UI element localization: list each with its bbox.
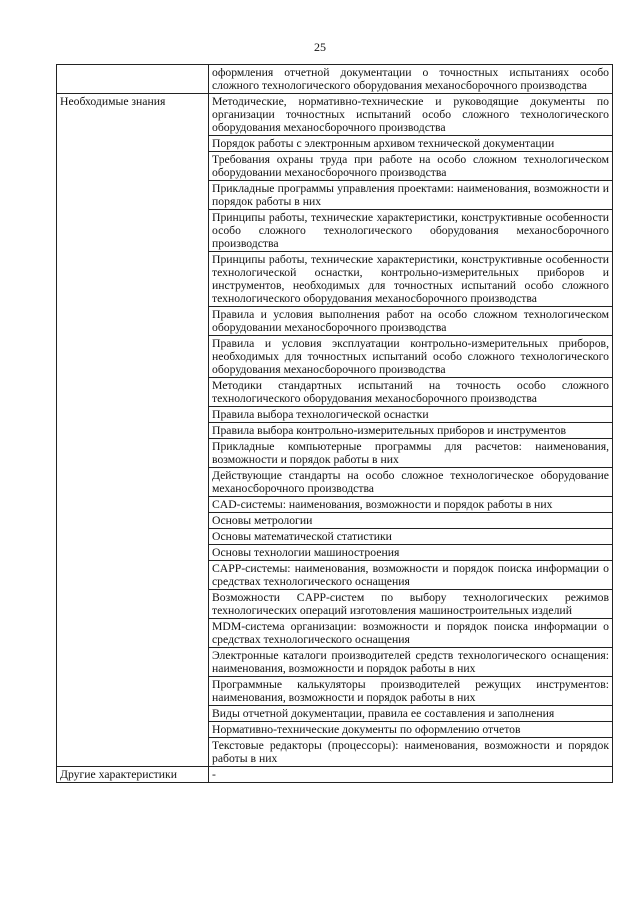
knowledge-label: Необходимые знания [57, 94, 209, 767]
knowledge-item: Правила и условия эксплуатации контрольно-измерительных приборов, необходимых для точностных испытаний особо сложного технологического оборудования механосборочного производства [209, 336, 613, 378]
knowledge-table [56, 64, 613, 783]
knowledge-item: Возможности CAPP-систем по выбору технологических режимов технологических операций изготовления машиностроительных изделий [209, 590, 613, 619]
knowledge-item: Основы метрологии [209, 513, 613, 529]
knowledge-item: Требования охраны труда при работе на особо сложном технологическом оборудовании механосборочного производства [209, 152, 613, 181]
table-row [57, 65, 613, 94]
knowledge-item: Принципы работы, технические характеристики, конструктивные особенности технологической оснастки, контрольно-измерительных приборов и инструментов, необходимых для точностных испытаний особо сложного технологического оборудования механосборочного производства [209, 252, 613, 307]
knowledge-item: Программные калькуляторы производителей режущих инструментов: наименования, возможности и порядок работы в них [209, 677, 613, 706]
knowledge-item: Методики стандартных испытаний на точность особо сложного технологического оборудования механосборочного производства [209, 378, 613, 407]
knowledge-item: MDM-система организации: возможности и порядок поиска информации о средствах технологического оснащения [209, 619, 613, 648]
knowledge-item: CAPP-системы: наименования, возможности и порядок поиска информации о средствах технологического оснащения [209, 561, 613, 590]
knowledge-item: Правила выбора контрольно-измерительных приборов и инструментов [209, 423, 613, 439]
continuation-cell: оформления отчетной документации о точностных испытаниях особо сложного технологического оборудования механосборочного производства [209, 65, 613, 94]
table-row [57, 94, 613, 136]
other-value: - [209, 767, 613, 783]
page-number: 25 [314, 40, 326, 54]
knowledge-item: Основы математической статистики [209, 529, 613, 545]
knowledge-item: Нормативно-технические документы по оформлению отчетов [209, 722, 613, 738]
row-label-empty [57, 65, 209, 94]
knowledge-item: Методические, нормативно-технические и руководящие документы по организации точностных испытаний особо сложного технологического оборудования механосборочного производства [209, 94, 613, 136]
knowledge-item: CAD-системы: наименования, возможности и порядок работы в них [209, 497, 613, 513]
table-row [57, 767, 613, 783]
knowledge-item: Действующие стандарты на особо сложное технологическое оборудование механосборочного производства [209, 468, 613, 497]
knowledge-item: Принципы работы, технические характеристики, конструктивные особенности особо сложного технологического оборудования механосборочного производства [209, 210, 613, 252]
knowledge-item: Прикладные компьютерные программы для расчетов: наименования, возможности и порядок работы в них [209, 439, 613, 468]
knowledge-item: Правила и условия выполнения работ на особо сложном технологическом оборудовании механосборочного производства [209, 307, 613, 336]
knowledge-item: Порядок работы с электронным архивом технической документации [209, 136, 613, 152]
knowledge-item: Текстовые редакторы (процессоры): наименования, возможности и порядок работы в них [209, 738, 613, 767]
knowledge-item: Виды отчетной документации, правила ее составления и заполнения [209, 706, 613, 722]
knowledge-item: Правила выбора технологической оснастки [209, 407, 613, 423]
knowledge-item: Прикладные программы управления проектами: наименования, возможности и порядок работы в них [209, 181, 613, 210]
other-label: Другие характеристики [57, 767, 209, 783]
knowledge-item: Основы технологии машиностроения [209, 545, 613, 561]
knowledge-item: Электронные каталоги производителей средств технологического оснащения: наименования, возможности и порядок работы в них [209, 648, 613, 677]
